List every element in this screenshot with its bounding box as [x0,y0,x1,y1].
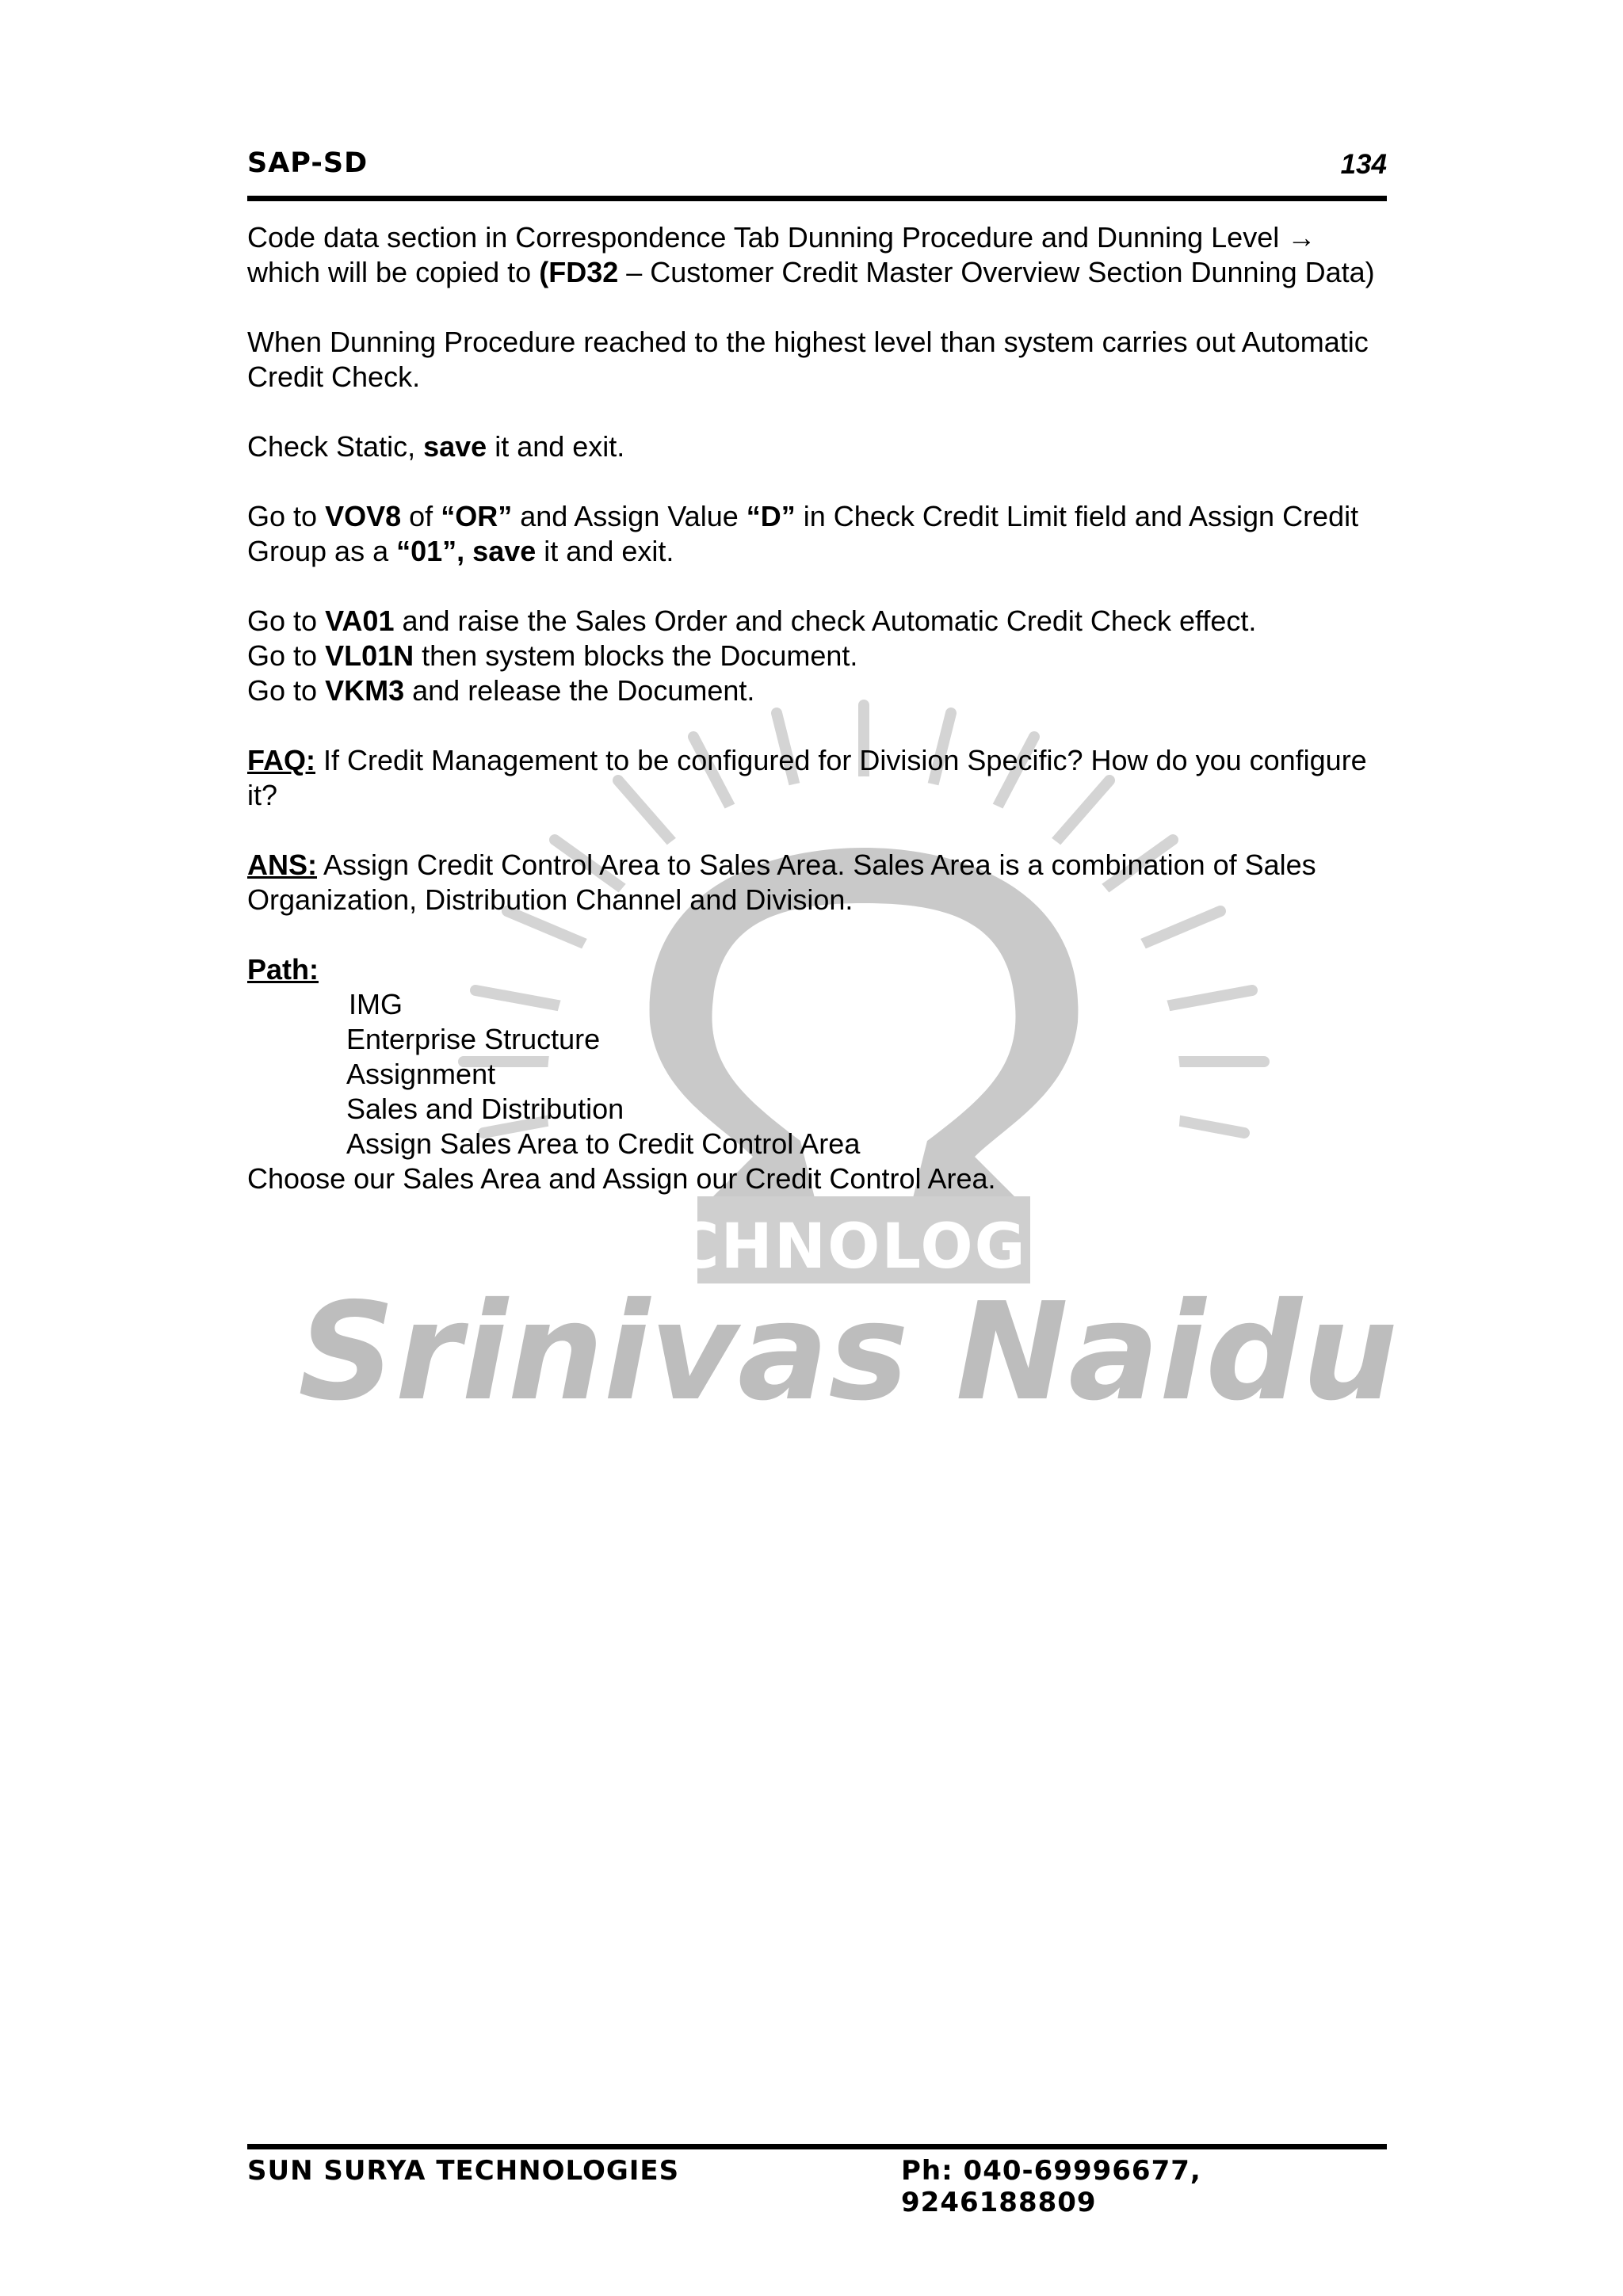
paragraph-dunning: Code data section in Correspondence Tab Dunning Procedure and Dunning Level → which will be copied to (FD32 – Customer Credit Master Overview Section Dunning Data) [247,221,1375,288]
page-header [247,147,1387,182]
line-vkm3: Go to VKM3 and release the Document. [247,674,755,707]
ans-text: Assign Credit Control Area to Sales Area. Sales Area is a combination of Sales Organization, Distribution Channel and Division. [247,849,1316,916]
line-vl01n: Go to VL01N then system blocks the Document. [247,639,858,672]
watermark-tagline: TECHNOLOGIES [586,1211,1142,1283]
faq-paragraph [247,743,1388,813]
footer-company: SUN SURYA TECHNOLOGIES [247,2155,680,2187]
header-title: SAP-SD [247,147,369,179]
paragraph-automatic-check: When Dunning Procedure reached to the highest level than system carries out Automatic Credit Check. [247,326,1369,393]
arrow-right-icon: → [1287,221,1316,254]
page-number: 134 [1340,149,1387,180]
line-va01: Go to VA01 and raise the Sales Order and check Automatic Credit Check effect. [247,605,1257,637]
paragraph-vov8: Go to VOV8 of “OR” and Assign Value “D” in Check Credit Limit field and Assign Credit Group as a “01”, save it and exit. [247,500,1359,567]
path-closing: Choose our Sales Area and Assign our Credit Control Area. [247,1162,996,1195]
path-item: Enterprise Structure [346,1023,601,1055]
page-footer [247,2155,1387,2218]
path-item: Assignment [346,1058,496,1090]
path-item: Sales and Distribution [346,1093,624,1125]
footer-rule [247,2144,1387,2149]
path-label: Path: [247,953,319,986]
footer-phone: Ph: 040-69996677, 9246188809 [901,2155,1201,2218]
faq-label: FAQ: [247,744,315,776]
ans-paragraph [247,848,1388,917]
page-content [247,220,1388,1196]
header-rule [247,196,1387,201]
path-item: Assign Sales Area to Credit Control Area [346,1127,861,1160]
path-item: IMG [349,988,403,1020]
watermark-brand: Srinivas Naidu [298,1274,1398,1431]
paragraph-check-static: Check Static, save it and exit. [247,430,625,463]
faq-text: If Credit Management to be configured for Division Specific? How do you configure it? [247,744,1367,811]
ans-label: ANS: [247,849,317,881]
